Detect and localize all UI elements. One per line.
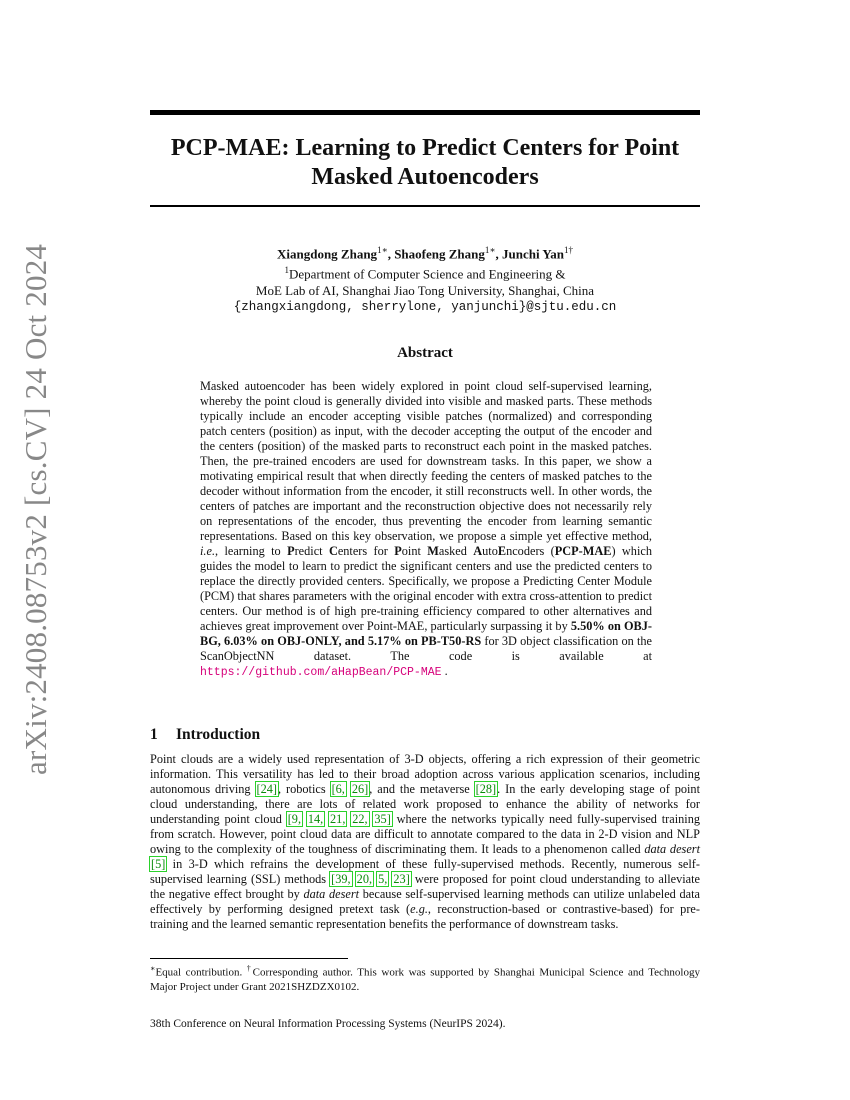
citation-link[interactable]: [5] [151,857,166,871]
affiliation-line-1-text: Department of Computer Science and Engineering & [288,266,566,282]
citation-link[interactable]: [6, [331,782,345,796]
acronym-letter: P [287,544,295,558]
abstract-text-5: . [444,664,448,678]
author-1: Xiangdong Zhang [276,246,378,262]
acronym-word: uto [482,544,498,558]
term-data-desert: data desert [644,842,700,856]
author-emails: {zhangxiangdong, sherrylone, yanjunchi}@sjtu.edu.cn [233,299,617,314]
citation-link[interactable]: [28] [475,782,497,796]
abstract-heading: Abstract [397,345,453,361]
paper-title [150,134,700,192]
citation-link[interactable]: 35] [374,812,391,826]
footnote-mark: † [246,964,253,973]
acronym-word: redict [294,544,329,558]
footnote-mark: ∗ [150,964,156,973]
acronym-word: asked [438,544,474,558]
citation-link[interactable]: 14, [307,812,324,826]
footnote [150,962,700,994]
acronym-letter: C [328,544,338,558]
citation-link[interactable]: [9, [287,812,302,826]
citation-link[interactable]: [24] [256,782,277,796]
intro-text: because self-supervised learning methods can utilize unlabeled data effectively by performing designed pretext task ( [150,887,700,916]
author-3: Junchi Yan [501,246,565,262]
method-name: PCP-MAE [554,544,612,558]
abstract-text-1: Masked autoencoder has been widely explored in point cloud self-supervised learning, whereby the point cloud is generally divided into visible and masked parts. These methods typically include an encoder accepting visible patches (normalized) and corresponding patch centers (position) as input, with the decoder accepting the output of the encoder and the centers (position) of the masked parts to reconstruct each point in the masked patches. Then, the pre-trained encoders are used for downstream tasks. In this paper, we show a motivating empirical result that when directly feeding the centers of masked patches to the decoder without information from the encoder, it still reconstructs well. In other words, the centers of patches are important and the reconstruction objective does not necessarily rely on representations of the encoder, thus preventing the encoder from learning semantic representations. Based on this key observation, we propose a simple yet effective method, [200,379,652,543]
section-heading-introduction [150,726,700,744]
abstract-results: 5.50% on OBJ-BG, 6.03% on OBJ-ONLY, and 5.17% on PB-T50-RS [200,619,652,648]
acronym-letter: A [473,544,483,558]
abstract-text-3: ) which guides the model to learn to predict the significant centers and use the predicted centers to replace the directly provided centers. Specifically, we propose a Predicting Center Module (PCM) that shares parameters with the original encoder with extra cross-attention to predict centers. Our method is of high pre-training efficiency compared to other alternatives and achieves great improvement over Point-MAE, particularly surpassing it by [200,544,652,633]
author-3-mark: 1† [564,245,574,255]
acronym-letter: E [497,544,507,558]
author-block [150,242,700,315]
citation-link[interactable]: 26] [351,782,369,796]
abstract-body [200,379,652,680]
conference-venue: 38th Conference on Neural Information Processing Systems (NeurIPS 2024). [150,1018,506,1030]
term-data-desert: data desert [303,887,360,901]
acronym-word: ncoders ( [506,544,555,558]
section-title: Introduction [176,726,261,743]
introduction-body [150,752,700,932]
footnote-rule [150,958,348,959]
intro-text: were proposed for point cloud understanding to alleviate the negative effect brought by [150,872,701,901]
abstract-text-2: , learning to [215,544,288,558]
title-line-2: Masked Autoencoders [311,164,539,190]
intro-text: in 3-D which refrains the development of these fully-supervised methods. Recently, numerous self-supervised learning (SSL) methods [150,857,700,886]
author-names: Xiangdong Zhang$^{1∗}$, Shaofeng Zhang$^{1∗}$, Junchi Yan$^{1\dagger}$ [276,245,574,262]
intro-text: . In the early developing stage of point cloud understanding, there are lots of related work proposed to enhance the ability of networks for understanding point cloud [150,782,701,826]
intro-text: where the networks typically need fully-supervised training from scratch. However, point cloud data are difficult to annotate compared to the data in 2-D vision and NLP owing to the complexity of the toughness of discriminating them. It leads to a phenomenon called [150,812,701,856]
citation-link[interactable]: 5, [378,872,388,886]
citation-link[interactable]: 23] [393,872,410,886]
citation-link[interactable]: 21, [330,812,346,826]
acronym-letter: M [427,544,439,558]
acronym-letter: P [394,544,402,558]
intro-eg: e.g. [410,902,428,916]
citation-link[interactable]: [39, [331,872,351,886]
intro-text: , and the metaverse [369,782,475,796]
code-link[interactable]: https://github.com/aHapBean/PCP-MAE [200,666,442,679]
author-2: Shaofeng Zhang [394,246,485,262]
abstract-text-4: for 3D object classification on the ScanObjectNN dataset. The code is available at [200,634,652,663]
acronym-word: oint [401,544,428,558]
footnote-text: Equal contribution. [155,966,247,979]
title-top-rule [150,110,700,115]
abstract-ie: i.e. [200,544,216,558]
affiliation-mark: 1 [284,265,289,276]
title-line-1: PCP-MAE: Learning to Predict Centers for Point [170,135,680,161]
intro-text: , robotics [278,782,331,796]
intro-text: Point clouds are a widely used representation of 3-D objects, offering a rich expression of their geometric information. This versatility has led to their broad adoption across various application scenarios, including autonomous driving [150,752,700,796]
acronym-word: enters for [337,544,395,558]
author-1-mark: 1∗ [377,245,388,255]
title-bottom-rule [150,205,700,207]
footnote-text: Corresponding author. This work was supported by Shanghai Municipal Science and Technology Major Project under Grant 2021SHZDZX0102. [150,966,700,993]
affiliation-line-1 [150,262,700,282]
arxiv-identifier-stamp: arXiv:2408.08753v2 [cs.CV] 24 Oct 2024 [18,243,53,775]
author-2-mark: 1∗ [484,245,496,255]
citation-link[interactable]: 20, [356,872,373,886]
affiliation-line-2: MoE Lab of AI, Shanghai Jiao Tong University, Shanghai, China [255,282,595,298]
citation-link[interactable]: 22, [352,812,368,826]
section-number: 1 [150,726,158,743]
intro-text: , reconstruction-based or contrastive-based) for pre-training and the learned semantic representation benefits the performance of downstream tasks. [150,902,700,931]
